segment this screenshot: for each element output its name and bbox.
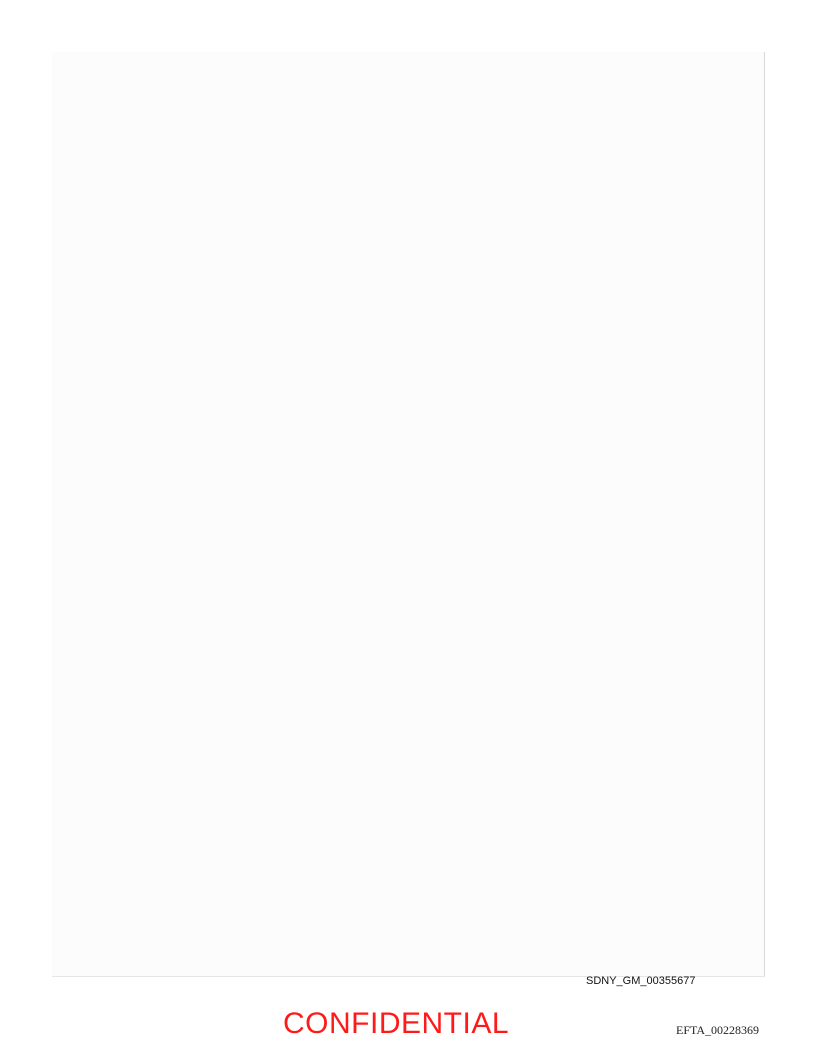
confidential-stamp: CONFIDENTIAL	[283, 1007, 510, 1040]
rotated-statement	[770, 0, 816, 5]
bates-number: SDNY_GM_00355677	[586, 975, 696, 987]
scanned-page	[52, 52, 765, 977]
efta-number: EFTA_00228369	[676, 1023, 760, 1037]
